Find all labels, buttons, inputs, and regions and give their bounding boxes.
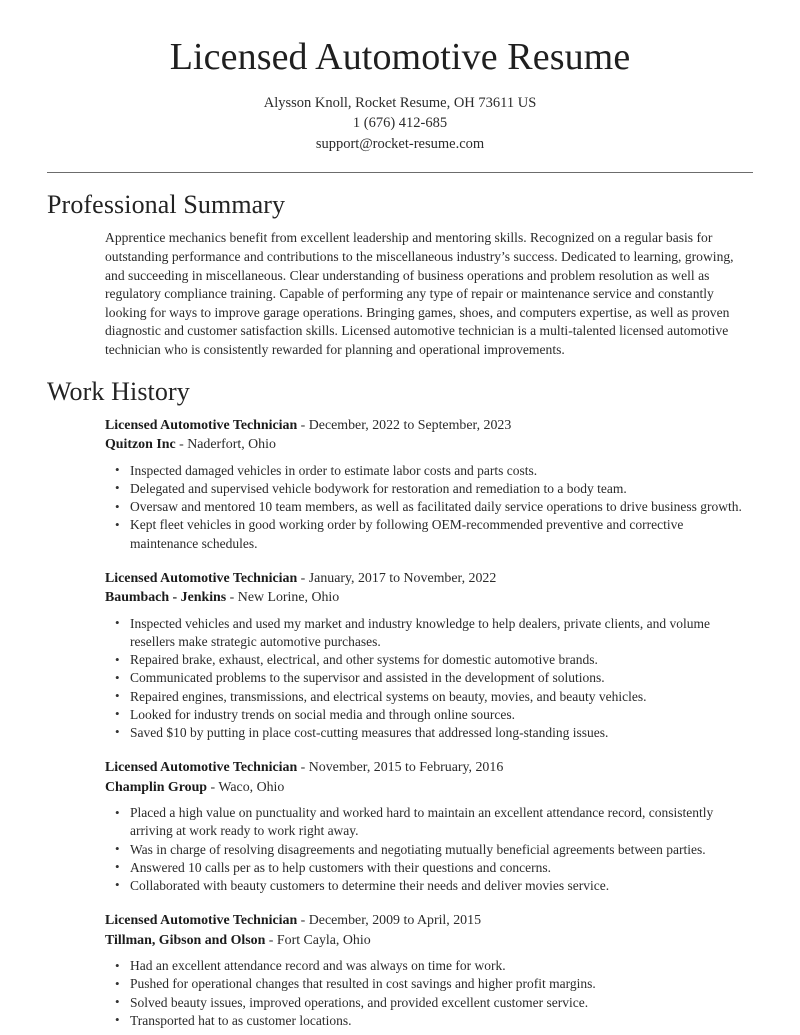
- job-sep: -: [297, 570, 309, 586]
- header-divider: [47, 172, 753, 173]
- contact-block: [47, 93, 753, 155]
- job-sep: -: [207, 779, 219, 795]
- section-heading-work-history: Work History: [47, 376, 190, 406]
- job-company-line: [105, 778, 753, 798]
- contact-address: Alysson Knoll, Rocket Resume, OH 73611 US: [263, 94, 537, 111]
- job-company: Champlin Group: [105, 779, 208, 795]
- job-location: Naderfort, Ohio: [187, 437, 276, 453]
- summary-body: [47, 229, 753, 359]
- list-item: • Had an excellent attendance record and was always on time for work.: [105, 957, 753, 975]
- job-bullets: [105, 804, 753, 895]
- job-role: Licensed Automotive Technician: [105, 760, 298, 776]
- page-title: Licensed Automotive Resume: [169, 36, 631, 78]
- list-item: • Collaborated with beauty customers to determine their needs and deliver movies service.: [105, 877, 753, 895]
- list-item: • Pushed for operational changes that resulted in cost savings and higher profit margins.: [105, 975, 753, 993]
- list-item: • Was in charge of resolving disagreements and negotiating mutually beneficial agreements between parties.: [105, 841, 753, 859]
- job-headline: [105, 911, 753, 931]
- contact-email: support@rocket-resume.com: [315, 135, 485, 152]
- job-company-line: [105, 588, 753, 608]
- job-company: Quitzon Inc: [105, 437, 176, 453]
- job-sep: -: [265, 932, 277, 948]
- job-location: Waco, Ohio: [218, 779, 285, 795]
- section-heading-summary: Professional Summary: [47, 190, 286, 220]
- job-role: Licensed Automotive Technician: [105, 417, 298, 433]
- job-location: Fort Cayla, Ohio: [276, 932, 371, 948]
- job-bullets: [105, 615, 753, 742]
- list-item: • Inspected vehicles and used my market and industry knowledge to help dealers, private clients, and volume resellers make strategic automotive purchases.: [105, 615, 753, 651]
- list-item: • Kept fleet vehicles in good working order by following OEM-recommended preventive and corrective maintenance schedules.: [105, 516, 753, 552]
- job-headline: [105, 416, 753, 436]
- job-company-line: [105, 931, 753, 951]
- contact-phone: 1 (676) 412-685: [352, 115, 448, 132]
- job-sep: -: [297, 417, 309, 433]
- job-sep: -: [297, 760, 309, 776]
- job-company: Baumbach - Jenkins: [105, 590, 227, 606]
- job-bullets: [105, 462, 753, 553]
- job-role: Licensed Automotive Technician: [105, 570, 298, 586]
- job-headline: [105, 569, 753, 589]
- job-sep: -: [175, 437, 188, 453]
- work-history-body: [47, 416, 753, 1030]
- work-history-section: [47, 376, 753, 1030]
- job-sep: -: [226, 590, 238, 606]
- job-dates: December, 2022 to September, 2023: [308, 417, 512, 433]
- summary-paragraph: Apprentice mechanics benefit from excellent leadership and mentoring skills. Recognized on a regular basis for outstanding performance and contributions to the miscellaneous industry’s success. Dedicated to learning, growing, and succeeding in miscellaneous. Clear understanding of business operations and problem resolution as well as regulatory compliance training. Capable of performing any type of repair or maintenance service and constantly looking for ways to improve garage operations. Bringing games, shoes, and computers expertise, as well as proven diagnostic and customer satisfaction skills. Licensed automotive technician is a multi-talented licensed automotive technician who is consistently rewarded for planning and operational improvements.: [105, 230, 734, 357]
- list-item: • Repaired brake, exhaust, electrical, and other systems for domestic automotive brands.: [105, 651, 753, 669]
- list-item: • Communicated problems to the supervisor and assisted in the development of solutions.: [105, 669, 753, 687]
- job-entry: [105, 911, 753, 1030]
- list-item: • Placed a high value on punctuality and worked hard to maintain an excellent attendance record, consistently arriving at work ready to work right away.: [105, 804, 753, 840]
- job-company-line: [105, 435, 753, 455]
- list-item: • Oversaw and mentored 10 team members, as well as facilitated daily service operations to drive business growth.: [105, 498, 753, 516]
- job-sep: -: [297, 913, 309, 929]
- list-item: • Solved beauty issues, improved operations, and provided excellent customer service.: [105, 994, 753, 1012]
- list-item: • Transported hat to as customer locations.: [105, 1012, 753, 1030]
- job-dates: December, 2009 to April, 2015: [308, 913, 482, 929]
- job-dates: January, 2017 to November, 2022: [308, 570, 497, 586]
- list-item: • Repaired engines, transmissions, and electrical systems on beauty, movies, and beauty vehicles.: [105, 688, 753, 706]
- job-entry: [105, 758, 753, 895]
- list-item: • Answered 10 calls per as to help customers with their questions and concerns.: [105, 859, 753, 877]
- job-company: Tillman, Gibson and Olson: [105, 932, 266, 948]
- list-item: • Saved $10 by putting in place cost-cutting measures that addressed long-standing issues.: [105, 724, 753, 742]
- professional-summary-section: [47, 189, 753, 359]
- job-entry: [105, 569, 753, 742]
- job-location: New Lorine, Ohio: [237, 590, 340, 606]
- job-bullets: [105, 957, 753, 1030]
- job-entry: [105, 416, 753, 553]
- job-dates: November, 2015 to February, 2016: [308, 760, 504, 776]
- list-item: • Looked for industry trends on social media and through online sources.: [105, 706, 753, 724]
- list-item: • Inspected damaged vehicles in order to estimate labor costs and parts costs.: [105, 462, 753, 480]
- job-headline: [105, 758, 753, 778]
- job-role: Licensed Automotive Technician: [105, 913, 298, 929]
- list-item: • Delegated and supervised vehicle bodywork for restoration and remediation to a body team.: [105, 480, 753, 498]
